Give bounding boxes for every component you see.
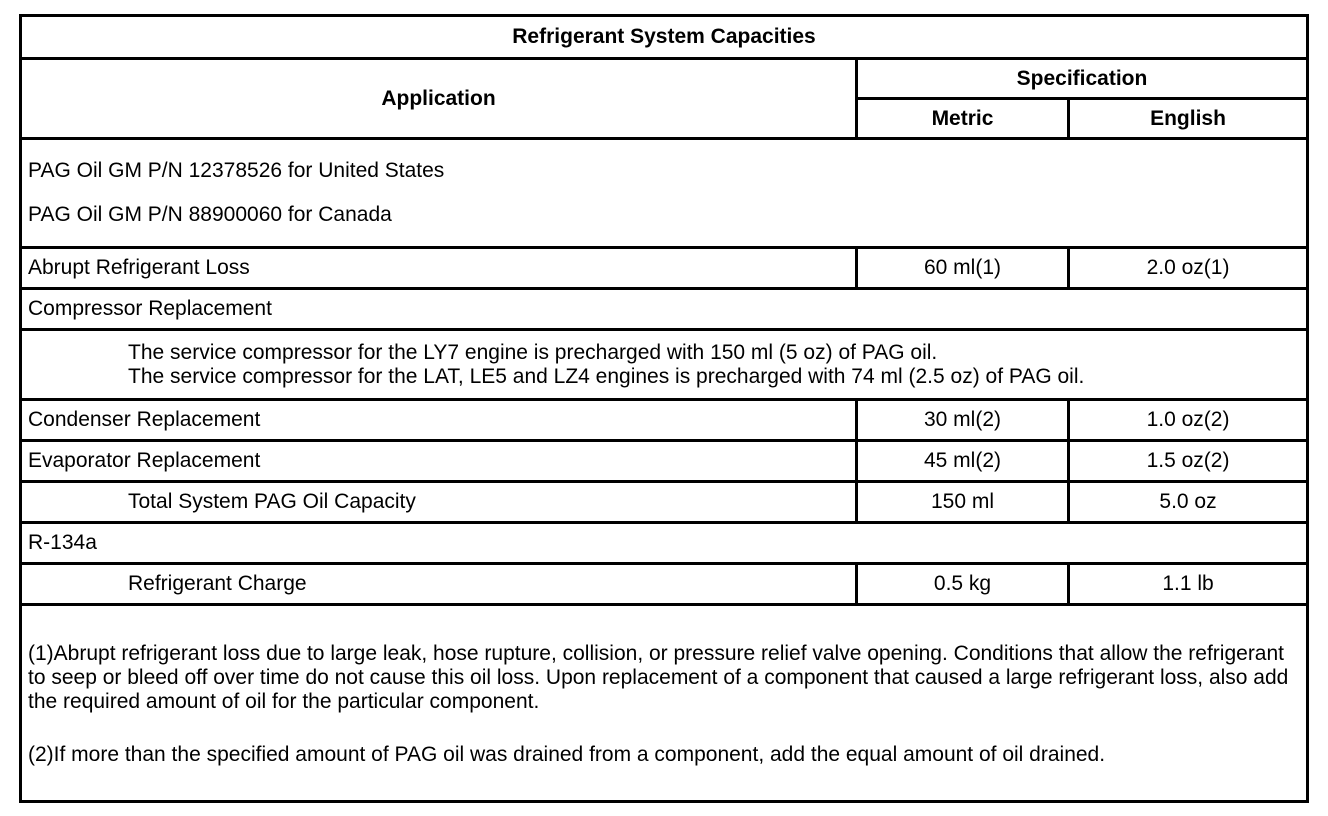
condenser-application: Condenser Replacement [21, 400, 857, 441]
pag-oil-cell [21, 139, 1308, 248]
english-header: English [1069, 99, 1308, 139]
charge-application: Refrigerant Charge [21, 564, 857, 605]
footnotes-row [21, 605, 1308, 802]
abrupt-loss-application: Abrupt Refrigerant Loss [21, 248, 857, 289]
table-row [21, 564, 1308, 605]
condenser-english: 1.0 oz(2) [1069, 400, 1308, 441]
evaporator-english: 1.5 oz(2) [1069, 441, 1308, 482]
pag-oil-us: PAG Oil GM P/N 12378526 for United States [28, 159, 445, 182]
specification-header: Specification [857, 59, 1308, 99]
metric-header: Metric [857, 99, 1069, 139]
total-english: 5.0 oz [1069, 482, 1308, 523]
footnote-1: (1)Abrupt refrigerant loss due to large leak, hose rupture, collision, or pressure relief valve opening. Conditions that allow the refrigerant to seep or bleed off over time do not cause this oil loss. Upon replacement of a component that caused a large refrigerant loss, also add the required amount of oil for the particular component. [28, 641, 1289, 713]
evaporator-metric: 45 ml(2) [857, 441, 1069, 482]
abrupt-loss-english: 2.0 oz(1) [1069, 248, 1308, 289]
table-row [21, 400, 1308, 441]
charge-english: 1.1 lb [1069, 564, 1308, 605]
compressor-notes-cell [21, 330, 1308, 400]
title-row [21, 16, 1308, 59]
compressor-notes-row [21, 330, 1308, 400]
refrigerant-label-row [21, 523, 1308, 564]
abrupt-loss-metric: 60 ml(1) [857, 248, 1069, 289]
table-row [21, 441, 1308, 482]
footnotes-cell [21, 605, 1308, 802]
header-row-1 [21, 59, 1308, 99]
charge-metric: 0.5 kg [857, 564, 1069, 605]
compressor-note-ly7: The service compressor for the LY7 engine is precharged with 150 ml (5 oz) of PAG oil. [128, 340, 938, 364]
table-title: Refrigerant System Capacities [21, 16, 1308, 59]
compressor-label-row [21, 289, 1308, 330]
footnote-2: (2)If more than the specified amount of PAG oil was drained from a component, add the equal amount of oil drained. [28, 742, 1106, 766]
total-metric: 150 ml [857, 482, 1069, 523]
table-row [21, 482, 1308, 523]
evaporator-application: Evaporator Replacement [21, 441, 857, 482]
refrigerant-capacities-table [19, 14, 1309, 803]
pag-oil-row [21, 139, 1308, 248]
total-application: Total System PAG Oil Capacity [21, 482, 857, 523]
table-row [21, 248, 1308, 289]
footnote-spacer [28, 714, 1300, 743]
compressor-note-lat: The service compressor for the LAT, LE5 and LZ4 engines is precharged with 74 ml (2.5 oz) of PAG oil. [128, 364, 1085, 388]
compressor-label: Compressor Replacement [21, 289, 1308, 330]
pag-oil-canada: PAG Oil GM P/N 88900060 for Canada [28, 203, 392, 226]
pag-oil-spacer [28, 183, 1300, 203]
refrigerant-label: R-134a [21, 523, 1308, 564]
condenser-metric: 30 ml(2) [857, 400, 1069, 441]
application-header: Application [21, 59, 857, 139]
